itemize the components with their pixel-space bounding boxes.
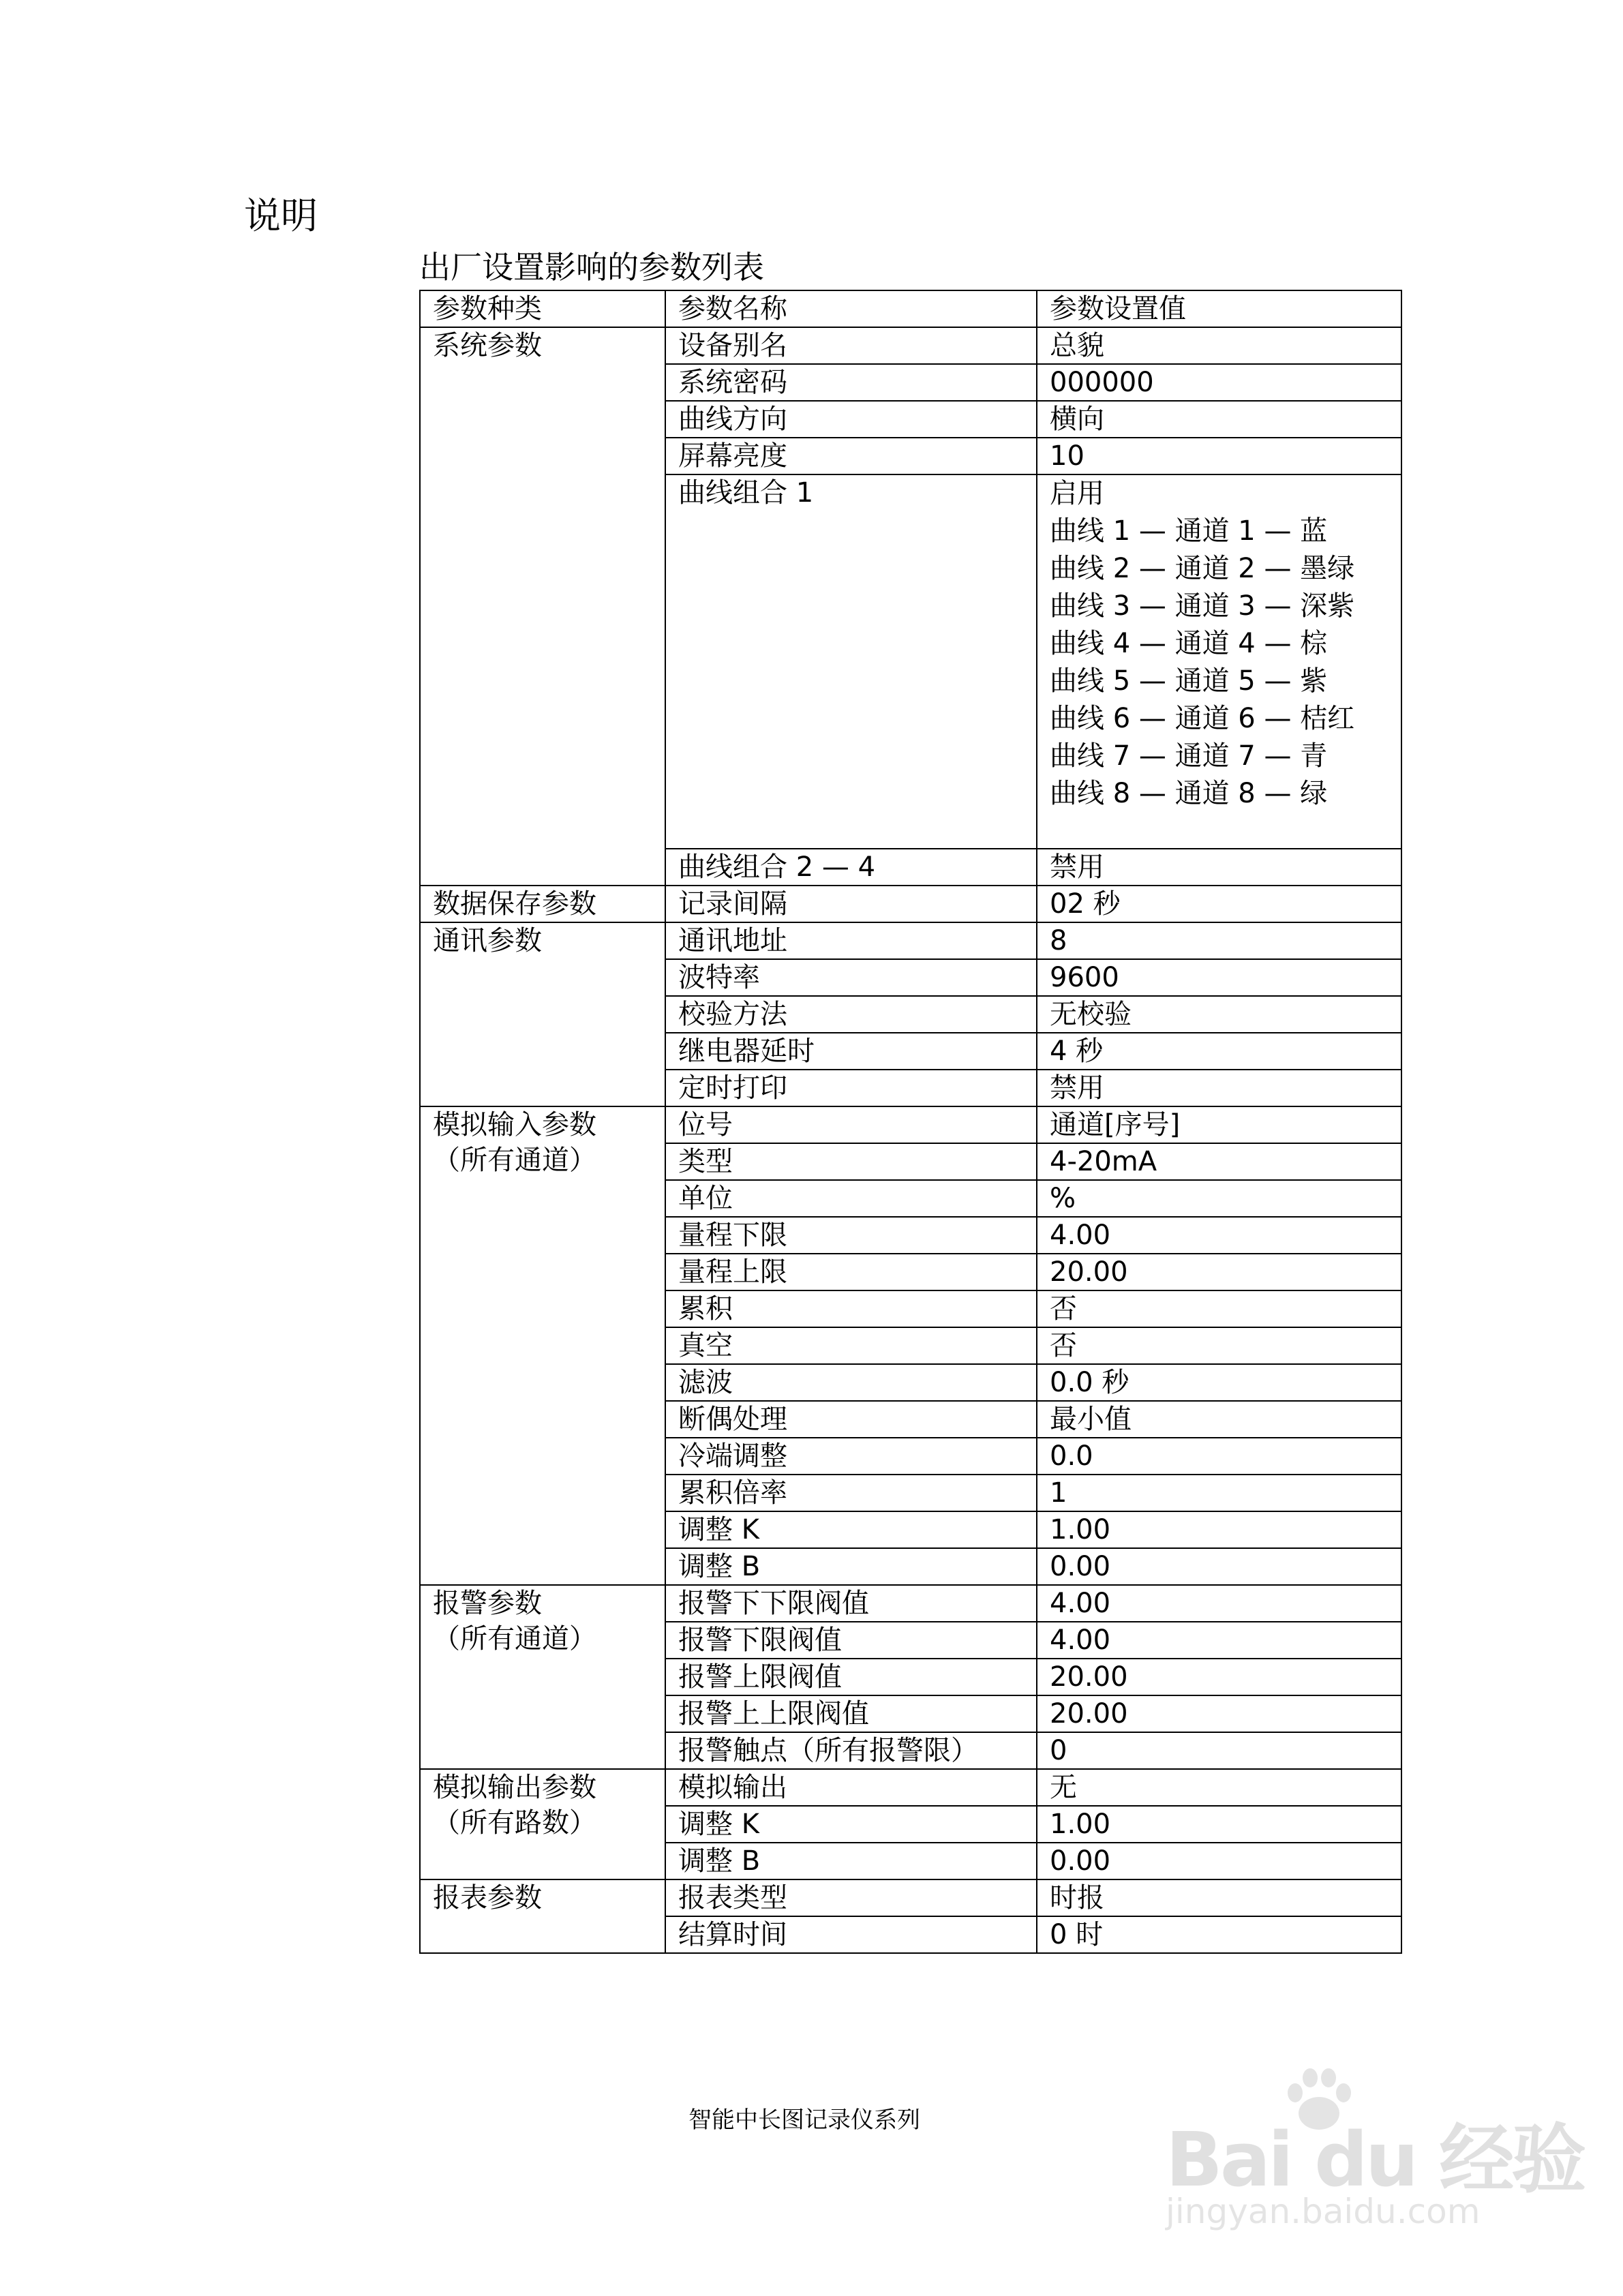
param-value-cell: 20.00	[1037, 1695, 1401, 1732]
param-name-cell: 调整 B	[665, 1843, 1037, 1879]
table-row	[420, 1585, 1401, 1622]
param-value-cell: %	[1037, 1180, 1401, 1217]
param-name-cell: 冷端调整	[665, 1438, 1037, 1475]
param-name-cell: 模拟输出	[665, 1769, 1037, 1806]
param-value-cell: 4-20mA	[1037, 1143, 1401, 1180]
header-value: 参数设置值	[1037, 290, 1401, 327]
category-text: 数据保存参数	[433, 888, 596, 920]
category-text: 模拟输出参数	[433, 1772, 596, 1803]
param-value-cell: 否	[1037, 1290, 1401, 1327]
table-row	[420, 1769, 1401, 1806]
param-value-cell: 禁用	[1037, 849, 1401, 886]
value-line: 启用	[1050, 478, 1104, 509]
value-line: 曲线 6 — 通道 6 — 桔红	[1050, 703, 1355, 734]
param-name-cell: 断偶处理	[665, 1401, 1037, 1438]
param-value-cell: 0.0 秒	[1037, 1364, 1401, 1401]
param-name-cell: 累积倍率	[665, 1475, 1037, 1511]
value-line: 曲线 4 — 通道 4 — 棕	[1050, 628, 1328, 659]
param-value-cell: 无校验	[1037, 996, 1401, 1033]
table-header-row	[420, 290, 1401, 327]
param-value-cell: 0.00	[1037, 1548, 1401, 1585]
param-name-cell: 调整 B	[665, 1548, 1037, 1585]
category-cell	[420, 1585, 665, 1769]
param-value-cell: 否	[1037, 1327, 1401, 1364]
param-value-cell: 1.00	[1037, 1511, 1401, 1548]
table-row	[420, 886, 1401, 922]
category-text: （所有通道）	[433, 1145, 596, 1176]
param-value-cell	[1037, 474, 1401, 849]
category-text: 系统参数	[433, 330, 542, 361]
param-name-cell: 量程下限	[665, 1217, 1037, 1254]
param-name-cell: 调整 K	[665, 1806, 1037, 1843]
table-row	[420, 327, 1401, 364]
category-cell	[420, 886, 665, 922]
param-name-cell: 校验方法	[665, 996, 1037, 1033]
parameter-table	[419, 290, 1402, 1954]
param-name-cell: 报警上限阀值	[665, 1659, 1037, 1695]
value-line: 曲线 7 — 通道 7 — 青	[1050, 740, 1328, 772]
table-caption: 出厂设置影响的参数列表	[419, 249, 764, 286]
param-name-cell: 报警触点（所有报警限）	[665, 1732, 1037, 1769]
param-value-cell: 0.00	[1037, 1843, 1401, 1879]
param-name-cell: 记录间隔	[665, 886, 1037, 922]
param-name-cell: 继电器延时	[665, 1033, 1037, 1070]
header-name: 参数名称	[665, 290, 1037, 327]
table-body	[420, 327, 1401, 1953]
param-name-cell: 报表类型	[665, 1879, 1037, 1916]
param-value-cell: 1	[1037, 1475, 1401, 1511]
param-value-cell: 20.00	[1037, 1659, 1401, 1695]
value-line: 曲线 1 — 通道 1 — 蓝	[1050, 515, 1328, 547]
category-cell	[420, 1769, 665, 1879]
param-value-cell: 8	[1037, 922, 1401, 959]
param-value-cell: 禁用	[1037, 1070, 1401, 1106]
watermark-url: jingyan.baidu.com	[1166, 2192, 1481, 2231]
param-value-cell: 横向	[1037, 401, 1401, 438]
watermark-logo: Bai du 经验	[1166, 2116, 1584, 2203]
value-line: 曲线 8 — 通道 8 — 绿	[1050, 778, 1328, 809]
param-name-cell: 累积	[665, 1290, 1037, 1327]
param-name-cell: 位号	[665, 1106, 1037, 1143]
table-row	[420, 1879, 1401, 1916]
param-name-cell: 设备别名	[665, 327, 1037, 364]
page-heading: 说明	[244, 194, 318, 237]
param-name-cell: 通讯地址	[665, 922, 1037, 959]
param-name-cell: 定时打印	[665, 1070, 1037, 1106]
blank-line	[1050, 813, 1389, 848]
param-value-cell: 最小值	[1037, 1401, 1401, 1438]
param-value-cell: 4.00	[1037, 1622, 1401, 1659]
param-name-cell: 屏幕亮度	[665, 438, 1037, 474]
category-text: 报表参数	[433, 1882, 542, 1914]
category-text: （所有路数）	[433, 1807, 596, 1839]
param-value-cell: 02 秒	[1037, 886, 1401, 922]
param-name-cell: 单位	[665, 1180, 1037, 1217]
value-line: 曲线 5 — 通道 5 — 紫	[1050, 665, 1328, 697]
param-value-cell: 1.00	[1037, 1806, 1401, 1843]
category-cell	[420, 1879, 665, 1953]
table-row	[420, 1106, 1401, 1143]
param-name-cell: 曲线方向	[665, 401, 1037, 438]
param-value-cell: 4.00	[1037, 1217, 1401, 1254]
param-name-cell: 曲线组合 1	[665, 474, 1037, 849]
param-name-cell: 报警下限阀值	[665, 1622, 1037, 1659]
param-value-cell: 0	[1037, 1732, 1401, 1769]
param-name-cell: 类型	[665, 1143, 1037, 1180]
category-cell	[420, 1106, 665, 1585]
param-name-cell: 曲线组合 2 — 4	[665, 849, 1037, 886]
table-row	[420, 922, 1401, 959]
param-name-cell: 系统密码	[665, 364, 1037, 401]
param-value-cell: 20.00	[1037, 1254, 1401, 1290]
baidu-jingyan-watermark	[1125, 2059, 1602, 2236]
param-value-cell: 总貌	[1037, 327, 1401, 364]
param-value-cell: 0.0	[1037, 1438, 1401, 1475]
param-name-cell: 波特率	[665, 959, 1037, 996]
param-value-cell: 无	[1037, 1769, 1401, 1806]
param-value-cell: 000000	[1037, 364, 1401, 401]
param-name-cell: 真空	[665, 1327, 1037, 1364]
param-value-cell: 通道[序号]	[1037, 1106, 1401, 1143]
param-value-cell: 10	[1037, 438, 1401, 474]
param-name-cell: 量程上限	[665, 1254, 1037, 1290]
param-value-cell: 0 时	[1037, 1916, 1401, 1953]
category-cell	[420, 327, 665, 886]
param-name-cell: 调整 K	[665, 1511, 1037, 1548]
param-value-cell: 4.00	[1037, 1585, 1401, 1622]
category-text: 模拟输入参数	[433, 1109, 596, 1141]
param-value-cell: 4 秒	[1037, 1033, 1401, 1070]
param-name-cell: 滤波	[665, 1364, 1037, 1401]
param-name-cell: 结算时间	[665, 1916, 1037, 1953]
category-cell	[420, 922, 665, 1106]
category-text: 报警参数	[433, 1588, 542, 1619]
category-text: 通讯参数	[433, 925, 542, 956]
header-category: 参数种类	[420, 290, 665, 327]
value-line: 曲线 2 — 通道 2 — 墨绿	[1050, 553, 1355, 584]
param-value-cell: 时报	[1037, 1879, 1401, 1916]
param-name-cell: 报警下下限阀值	[665, 1585, 1037, 1622]
page-footer: 智能中长图记录仪系列	[688, 2106, 920, 2134]
category-text: （所有通道）	[433, 1623, 596, 1655]
value-line: 曲线 3 — 通道 3 — 深紫	[1050, 590, 1355, 622]
param-value-cell: 9600	[1037, 959, 1401, 996]
param-name-cell: 报警上上限阀值	[665, 1695, 1037, 1732]
